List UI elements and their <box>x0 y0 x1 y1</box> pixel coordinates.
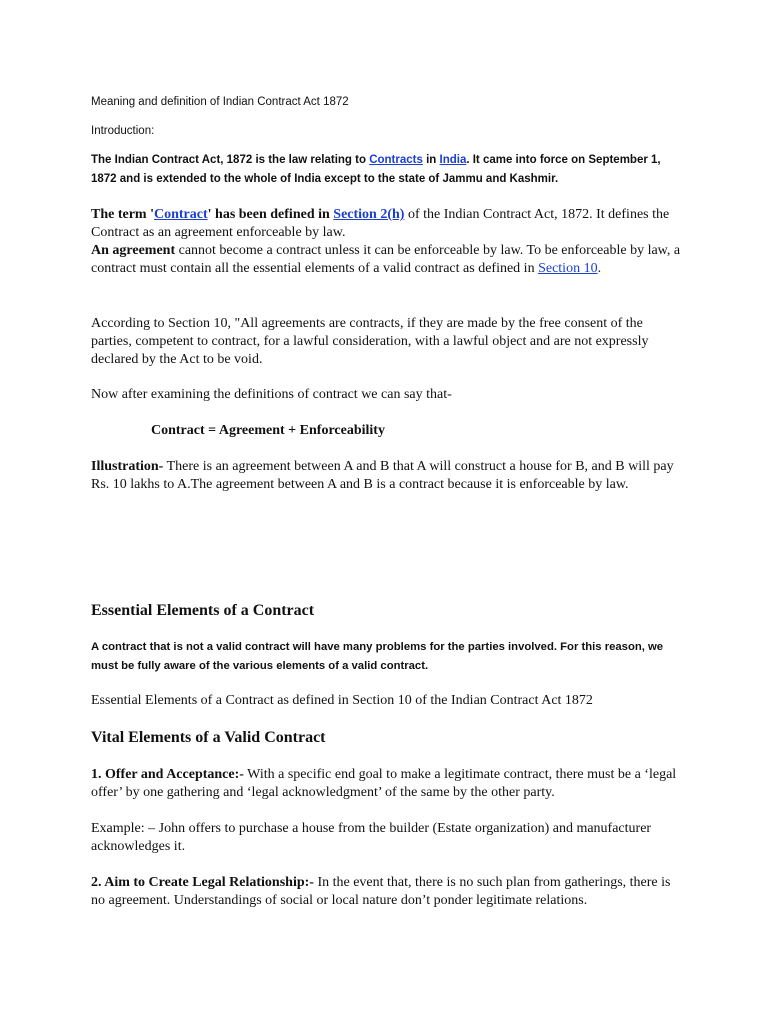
intro-heading: Introduction: <box>91 125 155 137</box>
section-2h-link[interactable]: Section 2(h) <box>333 207 405 222</box>
essential-elements-heading: Essential Elements of a Contract <box>91 602 315 619</box>
elements-subtitle: Essential Elements of a Contract as defined in Section 10 of the Indian Contract Act 1872 <box>91 693 593 708</box>
doc-title: Meaning and definition of Indian Contract Act 1872 <box>91 96 349 108</box>
section-10-link[interactable]: Section 10 <box>538 261 598 276</box>
offer-acceptance-item: 1. Offer and Acceptance:- With a specific end goal to make a legitimate contract, there must be a ‘legal offer’ by one gathering and ‘legal acknowledgment’ of the same by the other party. <box>91 767 677 800</box>
validity-paragraph: A contract that is not a valid contract will have many problems for the parties involved. For this reason, we must be fully aware of the various elements of a valid contract. <box>91 641 664 672</box>
contract-formula: Contract = Agreement + Enforceability <box>151 423 385 438</box>
contract-link[interactable]: Contract <box>153 207 208 222</box>
conclusion-intro: Now after examining the definitions of contract we can say that- <box>91 387 452 402</box>
definition-paragraph: The term 'Contract' has been defined in Section 2(h) of the Indian Contract Act, 1872. It defines the Contract as an agreement enforceable by law. An agreement cannot become a contract unless it can be enforceable by law. To be enforceable by law, a contract must contain all the essential elements of a valid contract as defined in Section 10. <box>91 207 681 276</box>
legal-relationship-item: 2. Aim to Create Legal Relationship:- In the event that, there is no such plan from gatherings, there is no agreement. Understandings of social or local nature don’t ponder legitimate relations. <box>91 875 671 908</box>
intro-paragraph: The Indian Contract Act, 1872 is the law relating to Contracts in India. It came into force on September 1, 1872 and is extended to the whole of India except to the state of Jammu and Kashmir. <box>91 154 661 185</box>
vital-elements-heading: Vital Elements of a Valid Contract <box>91 729 326 746</box>
example-paragraph: Example: – John offers to purchase a house from the builder (Estate organization) and manufacturer acknowledges it. <box>91 821 652 854</box>
contracts-link[interactable]: Contracts <box>369 154 423 166</box>
section-10-paragraph: According to Section 10, "All agreements are contracts, if they are made by the free consent of the parties, competent to contract, for a lawful consideration, with a lawful object and are not expressly declared by the Act to be void. <box>91 316 649 367</box>
illustration-paragraph: Illustration- There is an agreement between A and B that A will construct a house for B, and B will pay Rs. 10 lakhs to A.The agreement between A and B is a contract because it is enforceable by law. <box>91 459 674 492</box>
india-link[interactable]: India <box>439 154 467 166</box>
